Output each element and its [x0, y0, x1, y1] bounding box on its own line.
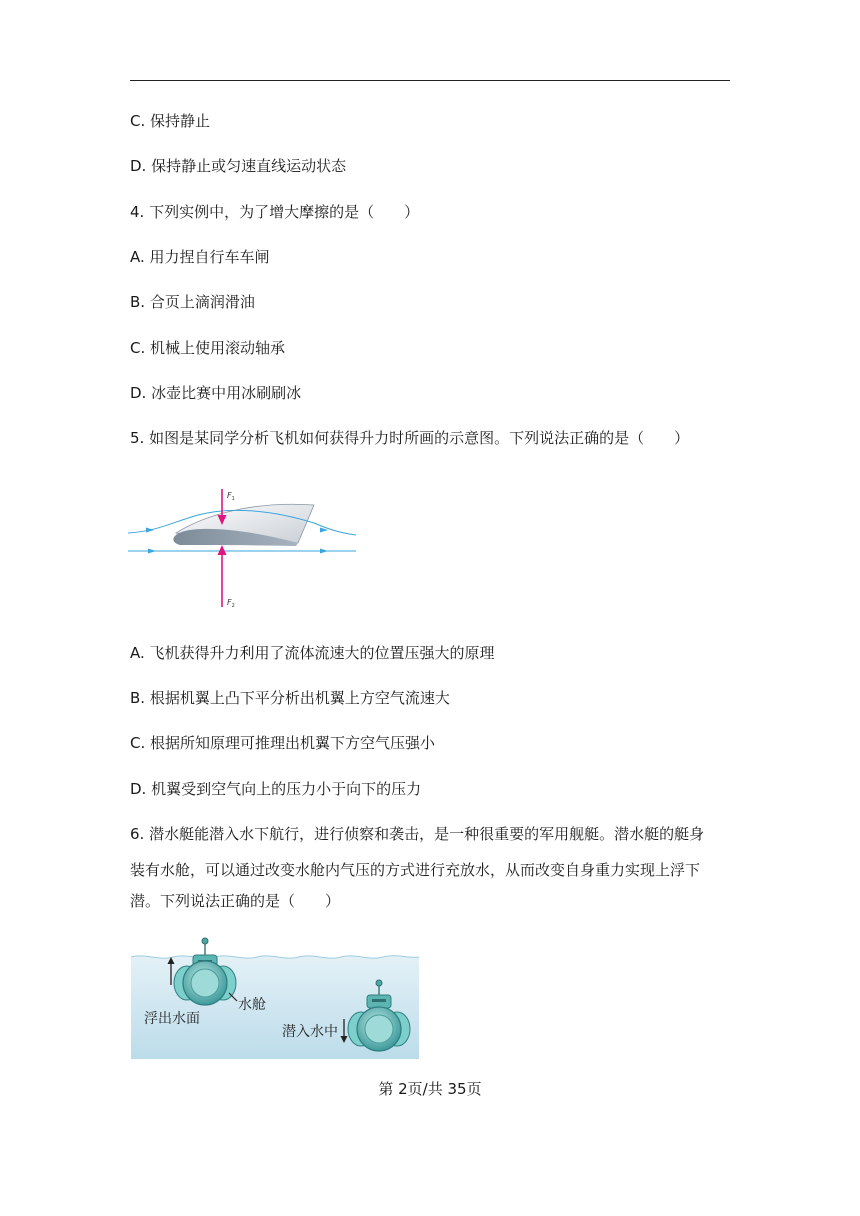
q3-option-d: D. 保持静止或匀速直线运动状态 [130, 157, 347, 175]
q6-stem-line2: 装有水舱，可以通过改变水舱内气压的方式进行充放水，从而改变自身重力实现上浮下 [130, 861, 701, 879]
page-footer: 第 2页/共 35页 [378, 1080, 482, 1098]
submarine-surfaced [174, 938, 236, 1005]
q4-option-c: C. 机械上使用滚动轴承 [130, 339, 286, 357]
f1-label: $F_1$ [227, 491, 235, 502]
q6-stem-line1: 6. 潜水艇能潜入水下航行，进行侦察和袭击，是一种很重要的军用舰艇。潜水艇的艇身 [130, 825, 705, 843]
q4-stem: 4. 下列实例中，为了增大摩擦的是（ ） [130, 203, 420, 221]
q5-option-c: C. 根据所知原理可推理出机翼下方空气压强小 [130, 734, 436, 752]
q3-option-c: C. 保持静止 [130, 112, 211, 130]
q4-option-d: D. 冰壶比赛中用冰刷刷冰 [130, 384, 302, 402]
q5-option-a: A. 飞机获得升力利用了流体流速大的位置压强大的原理 [130, 644, 495, 662]
f2-label: $F_2$ [227, 598, 235, 609]
label-dive: 潜入水中 [282, 1024, 338, 1040]
header-rule [130, 80, 730, 81]
label-water-tank: 水舱 [238, 997, 266, 1013]
label-float: 浮出水面 [144, 1011, 200, 1027]
airfoil-figure [128, 483, 356, 613]
q4-option-b: B. 合页上滴润滑油 [130, 293, 255, 311]
q5-option-b: B. 根据机翼上凸下平分析出机翼上方空气流速大 [130, 689, 450, 707]
submarine-figure [131, 935, 419, 1059]
q5-stem: 5. 如图是某同学分析飞机如何获得升力时所画的示意图。下列说法正确的是（ ） [130, 429, 690, 447]
q5-option-d: D. 机翼受到空气向上的压力小于向下的压力 [130, 780, 422, 798]
q6-stem-line3: 潜。下列说法正确的是（ ） [130, 892, 341, 910]
q4-option-a: A. 用力捏自行车车闸 [130, 248, 270, 266]
